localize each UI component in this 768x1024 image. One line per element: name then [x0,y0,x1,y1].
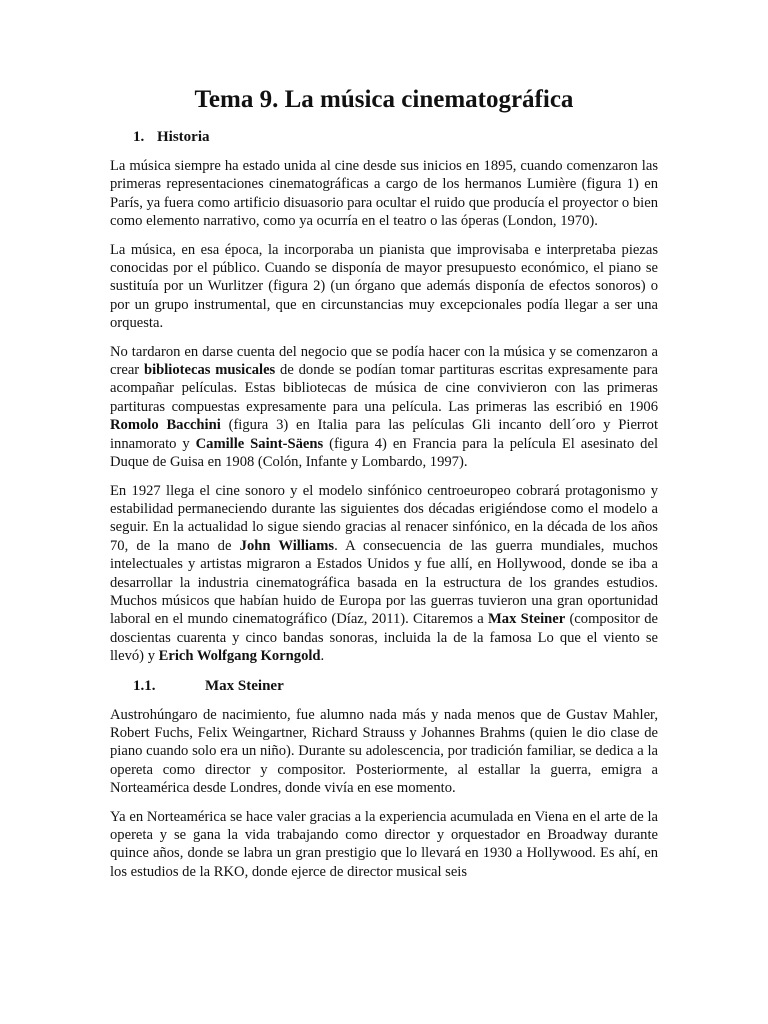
text-run: (figura 4) en Francia para la película El asesinato del Duque de Guisa en 1908 (Colón, Infante y Lombardo, 1997). [110,435,658,471]
document-page [110,84,658,891]
subsection-heading-max-steiner [110,676,658,696]
bold-name: Erich Wolfgang Korngold [158,648,321,665]
bold-name: Romolo Bacchini [110,417,221,434]
subsection-title: Max Steiner [205,677,284,694]
section-number: 1. [133,129,145,145]
paragraph-1: La música siempre ha estado unida al cine desde sus inicios en 1895, cuando comenzaron las primeras representaciones cinematográficas a cargo de los hermanos Lumière (figura 1) en París, ya fuera como artificio disuasorio para ocultar el ruido que producía el proyector o bien como elemento narrativo, como ya ocurría en el teatro o las óperas (London, 1970). [110,158,658,230]
bold-term: bibliotecas musicales [143,362,276,379]
paragraph-4 [110,482,658,666]
text-run: (compositor de doscientas cuarenta y cinco bandas sonoras, incluida la de la famosa Lo que el viento se llevó) y [110,611,658,665]
bold-name: John Williams [239,537,335,554]
text-run: No tardaron en darse cuenta del negocio que se podía hacer con la música y se comenzaron a crear [110,343,658,379]
subsection-number: 1.1. [133,677,156,694]
text-run: de donde se podían tomar partituras escritas expresamente para acompañar películas. Estas bibliotecas de música de cine convivieron con las primeras partituras compuestas expresamente para una película. Las primeras las escribió en 1906 [110,362,658,415]
section-title: Historia [157,129,210,145]
text-run: (figura 3) en Italia para las películas Gli incanto dell´oro y Pierrot innamorato y [110,417,659,452]
bold-name: Max Steiner [488,611,566,628]
paragraph-5: Austrohúngaro de nacimiento, fue alumno nada más y nada menos que de Gustav Mahler, Robert Fuchs, Felix Weingartner, Richard Strauss y Johannes Brahms (quien le dio clase de piano cuando solo era un niño). Durante su adolescencia, por tradición familiar, se dedica a la opereta como director y compositor. Posteriormente, al estallar la guerra, emigra a Norteamérica desde Londres, donde vivía en ese momento. [110,706,658,797]
text-run: En 1927 llega el cine sonoro y el modelo sinfónico centroeuropeo cobrará protagonismo y estabilidad permaneciendo durante las siguientes dos décadas erigiéndose como el modelo a seguir. En la actualidad lo sigue siendo gracias al renacer sinfónico, en la década de los años 70, de la mano de [110,482,658,554]
paragraph-3 [110,343,658,472]
text-run: . A consecuencia de las guerra mundiales, muchos intelectuales y artistas migraron a Estados Unidos y fue allí, en Hollywood, donde se iba a desarrollar la industria cinematográfica basada en la estructura de los grandes estudios. Muchos músicos que habían huido de Europa por las guerras tuvieron una gran oportunidad laboral en el mundo cinematográfico (Díaz, 2011). Citaremos a [110,537,658,628]
bold-name: Camille Saint-Säens [195,435,324,452]
text-run: . [320,648,325,665]
paragraph-6: Ya en Norteamérica se hace valer gracias a la experiencia acumulada en Viena en el arte de la opereta y se gana la vida trabajando como director y orquestador en Broadway durante quince años, donde se labra un gran prestigio que lo llevará en 1930 a Hollywood. Es ahí, en los estudios de la RKO, donde ejerce de director musical seis [110,808,658,880]
section-heading-historia [110,127,658,147]
paragraph-2: La música, en esa época, la incorporaba un pianista que improvisaba e interpretaba piezas conocidas por el público. Cuando se disponía de mayor presupuesto económico, el piano se sustituía por un Wurlitzer (figura 2) (un órgano que además disponía de efectos sonoros) o por un grupo instrumental, que en circunstancias muy excepcionales podía llegar a ser una orquesta. [110,241,658,332]
document-title: Tema 9. La música cinematográfica [194,86,574,113]
